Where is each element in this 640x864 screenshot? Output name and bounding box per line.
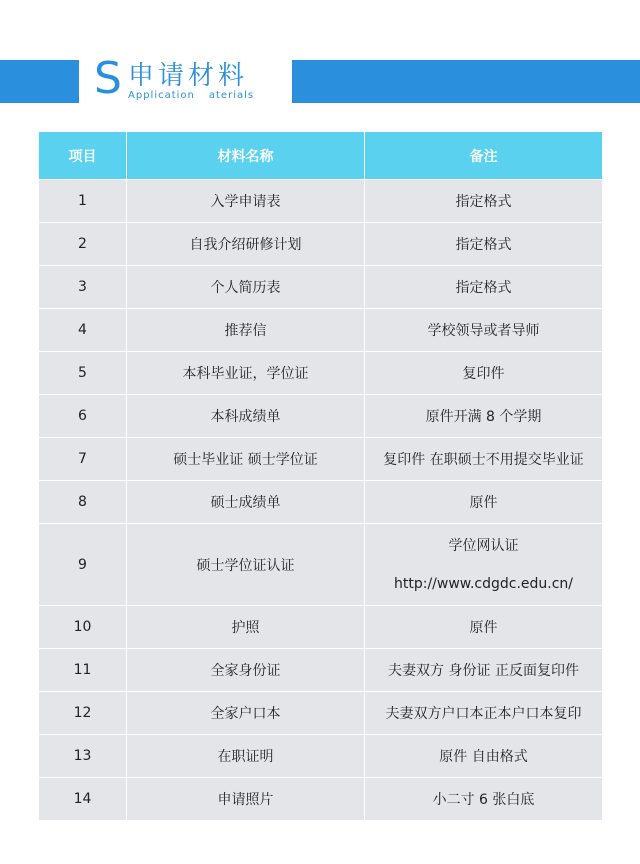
cell-no: 10	[39, 606, 127, 649]
table-row	[39, 352, 603, 395]
cell-name: 自我介绍研修计划	[127, 223, 365, 266]
header-bar-left	[0, 60, 79, 103]
cell-note: 夫妻双方 身份证 正反面复印件	[365, 649, 603, 692]
table-row	[39, 223, 603, 266]
table-row	[39, 395, 603, 438]
cell-no: 8	[39, 481, 127, 524]
cell-no: 1	[39, 180, 127, 223]
table-row	[39, 692, 603, 735]
cell-note: 指定格式	[365, 223, 603, 266]
cell-no: 6	[39, 395, 127, 438]
cell-name: 本科毕业证，学位证	[127, 352, 365, 395]
cell-no: 2	[39, 223, 127, 266]
cell-name: 本科成绩单	[127, 395, 365, 438]
cell-note	[365, 524, 603, 606]
column-header-item: 项目	[39, 132, 127, 180]
cell-name: 申请照片	[127, 778, 365, 821]
cell-note: 学校领导或者导师	[365, 309, 603, 352]
cell-no: 11	[39, 649, 127, 692]
cell-name: 个人简历表	[127, 266, 365, 309]
materials-table	[38, 131, 603, 821]
subtitle-part2: aterials	[208, 90, 255, 101]
cell-name: 入学申请表	[127, 180, 365, 223]
page-subtitle	[128, 90, 254, 102]
cell-name: 推荐信	[127, 309, 365, 352]
header-bar-right	[292, 60, 640, 103]
cell-note: 复印件	[365, 352, 603, 395]
column-header-note: 备注	[365, 132, 603, 180]
cell-note: 原件	[365, 606, 603, 649]
cell-no: 13	[39, 735, 127, 778]
cell-name: 硕士成绩单	[127, 481, 365, 524]
cell-note-line1: 学位网认证	[448, 537, 519, 554]
cell-note: 小二寸 6 张白底	[365, 778, 603, 821]
cell-note: 指定格式	[365, 266, 603, 309]
cell-no: 7	[39, 438, 127, 481]
table-row	[39, 266, 603, 309]
subtitle-part1: Application	[128, 90, 195, 101]
cell-name: 全家身份证	[127, 649, 365, 692]
table-row	[39, 735, 603, 778]
table-row	[39, 606, 603, 649]
table-row	[39, 649, 603, 692]
table-row	[39, 438, 603, 481]
cell-no: 5	[39, 352, 127, 395]
page-title: 申请材料	[128, 61, 249, 91]
cell-name: 全家户口本	[127, 692, 365, 735]
table-row	[39, 180, 603, 223]
cell-note: 原件开满 8 个学期	[365, 395, 603, 438]
cell-note: 指定格式	[365, 180, 603, 223]
table-header-row	[39, 132, 603, 180]
cell-note: 夫妻双方户口本正本户口本复印	[365, 692, 603, 735]
cell-note: 复印件 在职硕士不用提交毕业证	[365, 438, 603, 481]
cell-no: 12	[39, 692, 127, 735]
column-header-name: 材料名称	[127, 132, 365, 180]
cell-note: 原件	[365, 481, 603, 524]
cell-name: 硕士学位证认证	[127, 524, 365, 606]
table-row	[39, 481, 603, 524]
cell-name: 硕士毕业证 硕士学位证	[127, 438, 365, 481]
cell-note-url: http://www.cdgdc.edu.cn/	[393, 575, 574, 592]
cell-name: 护照	[127, 606, 365, 649]
table-row	[39, 778, 603, 821]
table-row	[39, 524, 603, 606]
header-letter: S	[94, 53, 122, 104]
cell-name: 在职证明	[127, 735, 365, 778]
cell-no: 4	[39, 309, 127, 352]
cell-no: 9	[39, 524, 127, 606]
cell-note: 原件 自由格式	[365, 735, 603, 778]
cell-no: 3	[39, 266, 127, 309]
table-row	[39, 309, 603, 352]
cell-no: 14	[39, 778, 127, 821]
